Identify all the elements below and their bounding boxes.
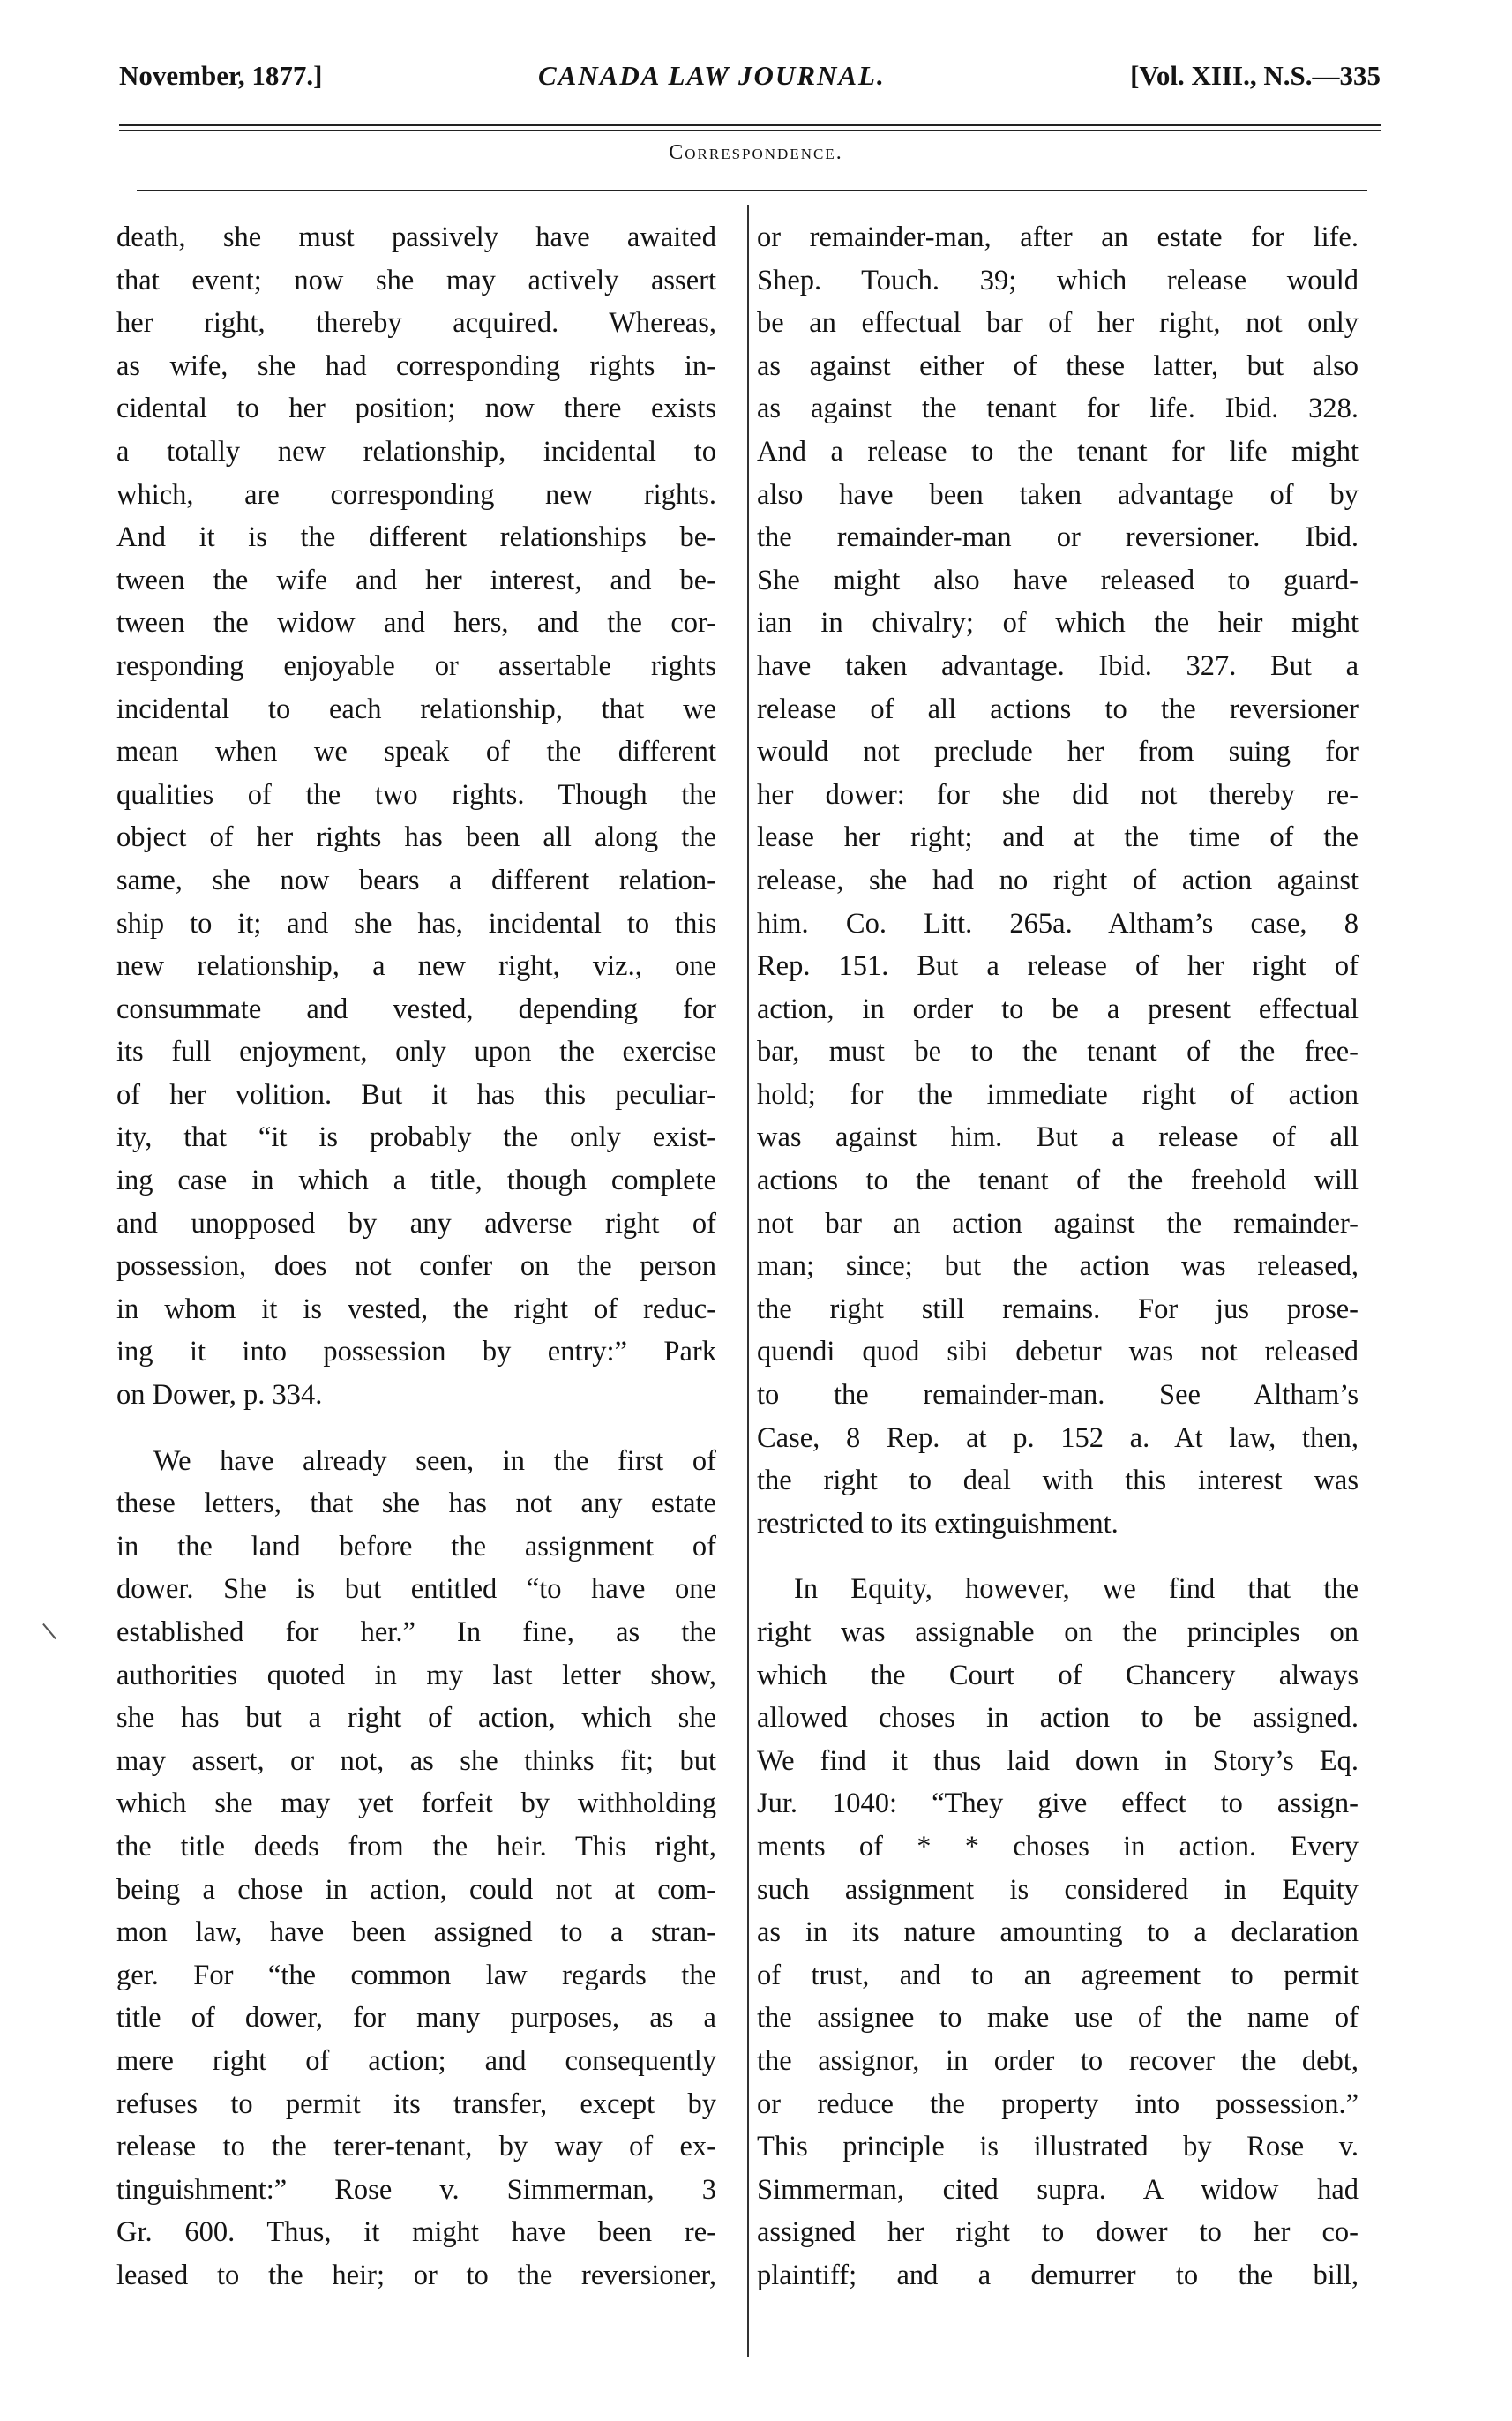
text-line: tween the widow and hers, and the cor- (116, 607, 716, 640)
text-line: of trust, and to an agreement to permit (757, 1959, 1359, 1991)
text-line: release of all actions to the reversioner (757, 693, 1359, 725)
text-line: which she may yet forfeit by withholding (116, 1788, 716, 1820)
text-line: We find it thus laid down in Story’s Eq. (757, 1744, 1359, 1777)
text-line: have taken advantage. Ibid. 327. But a (757, 649, 1359, 682)
running-header (119, 60, 1381, 113)
text-line: mon law, have been assigned to a stran- (116, 1916, 716, 1949)
text-line: in whom it is vested, the right of reduc- (116, 1293, 716, 1325)
text-line: tinguishment:” Rose v. Simmerman, 3 (116, 2173, 716, 2206)
text-line: title of dower, for many purposes, as a (116, 2002, 716, 2035)
text-line: actions to the tenant of the freehold will (757, 1165, 1359, 1197)
text-line: mean when we speak of the different (116, 736, 716, 768)
text-line: And a release to the tenant for life might (757, 435, 1359, 468)
text-line: object of her rights has been all along the (116, 821, 716, 854)
text-line: This principle is illustrated by Rose v. (757, 2131, 1359, 2163)
text-line: be an effectual bar of her right, not only (757, 307, 1359, 340)
text-line: ship to it; and she has, incidental to this (116, 907, 716, 940)
text-line: ian in chivalry; of which the heir might (757, 607, 1359, 640)
text-line: as in its nature amounting to a declaration (757, 1916, 1359, 1949)
text-line: which the Court of Chancery always (757, 1659, 1359, 1691)
text-line: such assignment is considered in Equity (757, 1873, 1359, 1906)
text-line: In Equity, however, we find that the (794, 1573, 1359, 1606)
right-column (757, 216, 1359, 2297)
text-line: release to the terer-tenant, by way of ex- (116, 2131, 716, 2163)
text-line: assigned her right to dower to her co- (757, 2216, 1359, 2249)
text-line: established for her.” In fine, as the (116, 1616, 716, 1648)
header-volume-page: [Vol. XIII., N.S.—335 (1130, 60, 1381, 91)
text-line: ity, that “it is probably the only exist- (116, 1121, 716, 1154)
text-line: in the land before the assignment of (116, 1530, 716, 1563)
section-title: Correspondence. (669, 141, 843, 164)
header-journal-title: CANADA LAW JOURNAL. (538, 60, 886, 91)
text-line: which, are corresponding new rights. (116, 478, 716, 511)
text-line: that event; now she may actively assert (116, 264, 716, 296)
text-line: the right to deal with this interest was (757, 1465, 1359, 1497)
text-line: or remainder-man, after an estate for life. (757, 221, 1359, 253)
text-line: or reduce the property into possession.” (757, 2087, 1359, 2120)
text-line: leased to the heir; or to the reversioner, (116, 2259, 716, 2291)
text-line: And it is the different relationships be- (116, 521, 716, 554)
stray-print-mark (42, 1623, 56, 1639)
text-line: quendi quod sibi debetur was not released (757, 1336, 1359, 1368)
text-line: the assignor, in order to recover the debt, (757, 2044, 1359, 2077)
text-line: bar, must be to the tenant of the free- (757, 1036, 1359, 1068)
text-line: on Dower, p. 334. (116, 1379, 323, 1412)
text-line: authorities quoted in my last letter show, (116, 1659, 716, 1691)
text-line: her dower: for she did not thereby re- (757, 778, 1359, 811)
text-line: allowed choses in action to be assigned. (757, 1702, 1359, 1735)
text-line: action, in order to be a present effectual (757, 993, 1359, 1025)
text-line: as against the tenant for life. Ibid. 328. (757, 393, 1359, 425)
text-line: as against either of these latter, but also (757, 349, 1359, 382)
text-line: would not preclude her from suing for (757, 736, 1359, 768)
text-line: refuses to permit its transfer, except by (116, 2087, 716, 2120)
text-line: tween the wife and her interest, and be- (116, 564, 716, 596)
text-line: Shep. Touch. 39; which release would (757, 264, 1359, 296)
text-line: dower. She is but entitled “to have one (116, 1573, 716, 1606)
text-line: plaintiff; and a demurrer to the bill, (757, 2259, 1359, 2291)
header-rule-thick (119, 124, 1381, 126)
text-line: her right, thereby acquired. Whereas, (116, 307, 716, 340)
text-line: same, she now bears a different relation- (116, 864, 716, 896)
text-line: ing case in which a title, though complete (116, 1165, 716, 1197)
text-line: a totally new relationship, incidental to (116, 435, 716, 468)
text-line: was against him. But a release of all (757, 1121, 1359, 1154)
text-line: Case, 8 Rep. at p. 152 a. At law, then, (757, 1421, 1359, 1454)
text-line: ing it into possession by entry:” Park (116, 1336, 716, 1368)
text-line: death, she must passively have awaited (116, 221, 716, 253)
text-line: its full enjoyment, only upon the exercise (116, 1036, 716, 1068)
text-line: hold; for the immediate right of action (757, 1078, 1359, 1111)
text-line: We have already seen, in the first of (153, 1444, 716, 1477)
header-rule-thin (119, 130, 1381, 131)
column-divider (747, 205, 749, 2357)
header-date: November, 1877.] (119, 60, 323, 91)
text-line: as wife, she had corresponding rights in- (116, 349, 716, 382)
text-line: ger. For “the common law regards the (116, 1959, 716, 1991)
text-line: to the remainder-man. See Altham’s (757, 1379, 1359, 1412)
text-line: qualities of the two rights. Though the (116, 778, 716, 811)
text-line: lease her right; and at the time of the (757, 821, 1359, 854)
text-line: mere right of action; and consequently (116, 2044, 716, 2077)
text-line: being a chose in action, could not at com- (116, 1873, 716, 1906)
text-line: possession, does not confer on the person (116, 1250, 716, 1283)
text-line: right was assignable on the principles on (757, 1616, 1359, 1648)
text-line: these letters, that she has not any estate (116, 1488, 716, 1520)
text-line: restricted to its extinguishment. (757, 1507, 1119, 1540)
text-line: man; since; but the action was released, (757, 1250, 1359, 1283)
text-line: the assignee to make use of the name of (757, 2002, 1359, 2035)
text-line: the remainder-man or reversioner. Ibid. (757, 521, 1359, 554)
text-line: new relationship, a new right, viz., one (116, 950, 716, 983)
text-line: cidental to her position; now there exists (116, 393, 716, 425)
text-line: Jur. 1040: “They give effect to assign- (757, 1788, 1359, 1820)
text-line: the title deeds from the heir. This right, (116, 1830, 716, 1863)
text-line: Gr. 600. Thus, it might have been re- (116, 2216, 716, 2249)
text-line: also have been taken advantage of by (757, 478, 1359, 511)
text-line: She might also have released to guard- (757, 564, 1359, 596)
paragraph-gap (116, 1417, 716, 1440)
text-line: responding enjoyable or assertable rights (116, 649, 716, 682)
text-line: and unopposed by any adverse right of (116, 1207, 716, 1240)
text-line: consummate and vested, depending for (116, 993, 716, 1025)
paragraph-gap (757, 1545, 1359, 1568)
text-line: ments of * * choses in action. Every (757, 1830, 1359, 1863)
text-line: Simmerman, cited supra. A widow had (757, 2173, 1359, 2206)
text-line: incidental to each relationship, that we (116, 693, 716, 725)
text-line: of her volition. But it has this peculiar- (116, 1078, 716, 1111)
text-line: not bar an action against the remainder- (757, 1207, 1359, 1240)
section-rule (137, 190, 1367, 191)
left-column (116, 216, 716, 2297)
text-line: may assert, or not, as she thinks fit; but (116, 1744, 716, 1777)
text-line: the right still remains. For jus prose- (757, 1293, 1359, 1325)
text-line: him. Co. Litt. 265a. Altham’s case, 8 (757, 907, 1359, 940)
text-line: Rep. 151. But a release of her right of (757, 950, 1359, 983)
text-line: release, she had no right of action against (757, 864, 1359, 896)
text-line: she has but a right of action, which she (116, 1702, 716, 1735)
